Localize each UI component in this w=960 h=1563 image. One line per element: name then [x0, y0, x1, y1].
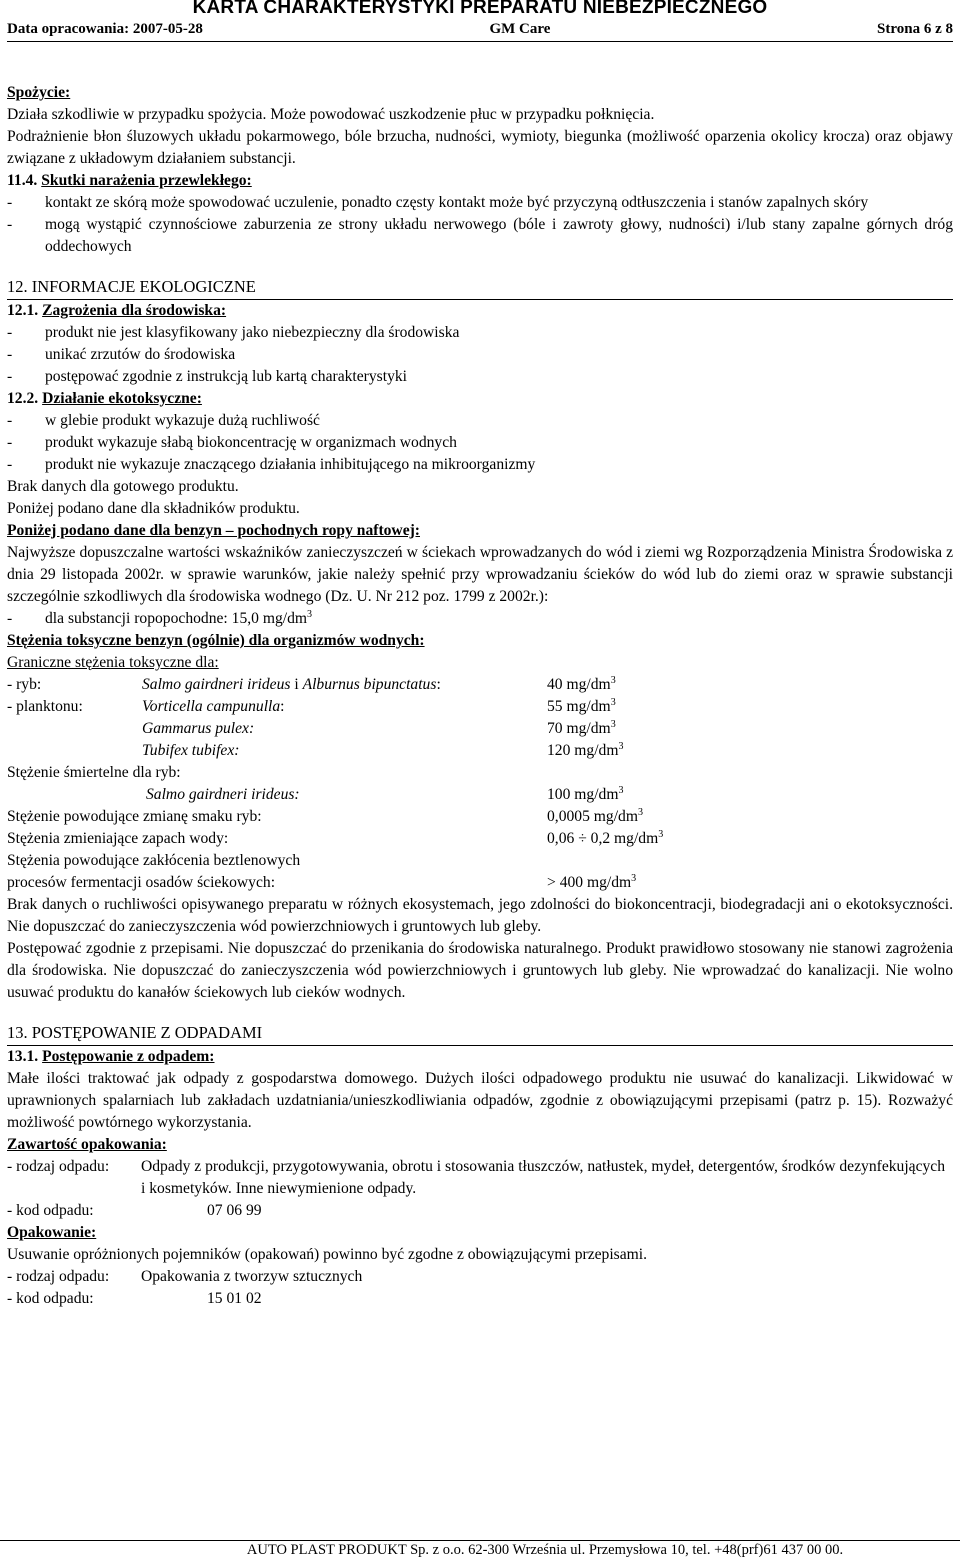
tox-species: Vorticella campunulla:	[142, 698, 285, 715]
kv-value: Odpady z produkcji, przygotowywania, obrotu i stosowania tłuszczów, natłustek, mydeł, detergentów, środków dezynfekujących i kosmetyków. Inne niewymienione odpady.	[141, 1158, 946, 1197]
no-data-text: Brak danych dla gotowego produktu.	[7, 478, 239, 495]
section-number: 11.4.	[7, 172, 38, 189]
document-title: KARTA CHARAKTERYSTYKI PREPARATU NIEBEZPIECZNEGO	[192, 0, 768, 18]
list-item-text: kontakt ze skórą może spowodować uczulenie, ponadto częsty kontakt może być przyczyną odtłuszczenia i stanów zapalnych skóry	[45, 194, 869, 211]
spozycie-paragraph-2: Podrażnienie błon śluzowych układu pokarmowego, bóle brzucha, nudności, wymioty, biegunka (możliwość oparzenia okolicy krocza) oraz objawy związane z układowym działaniem substancji.	[7, 128, 953, 167]
bullet: -	[7, 456, 13, 473]
ecology-final-paragraph-2: Postępować zgodnie z przepisami. Nie dopuszczać do przenikania do środowiska naturalnego. Produkt prawidłowo stosowany nie stanowi zagrożenia dla środowiska. Nie dopuszczać do zanieczyszczenia wód powierzchniowych i gruntowych lub gleby. Nie wprowadzać do kanalizacji. Nie wolno usuwać produktu do kanałów ściekowych lub cieków wodnych.	[7, 940, 953, 1001]
bullet: -	[7, 194, 13, 211]
spozycie-heading: Spożycie:	[7, 84, 71, 101]
section-11-4-heading	[7, 170, 953, 192]
packaging-heading: Opakowanie:	[7, 1224, 97, 1241]
components-text: Poniżej podano dane dla składników produktu.	[7, 500, 300, 517]
anaerobic-row	[7, 872, 953, 894]
kv-label: - kod odpadu:	[7, 1202, 94, 1219]
kv-value: 07 06 99	[207, 1202, 262, 1219]
bullet: -	[7, 412, 13, 429]
superscript: 3	[610, 719, 616, 730]
limit-heading: Graniczne stężenia toksyczne dla:	[7, 654, 219, 671]
tox-value	[547, 784, 953, 806]
bullet: -	[7, 324, 13, 341]
section-number: 12.2.	[7, 390, 39, 407]
superscript: 3	[637, 807, 643, 818]
value-text: 120 mg/dm	[547, 742, 619, 759]
list-item	[7, 322, 953, 344]
lethal-row	[7, 784, 953, 806]
lethal-label: Stężenie śmiertelne dla ryb:	[7, 764, 181, 781]
list-item	[7, 432, 953, 454]
bullet: -	[7, 346, 13, 363]
kv-value: 15 01 02	[207, 1290, 262, 1307]
value-text: > 400 mg/dm	[547, 874, 632, 891]
tox-value	[547, 740, 953, 762]
contents-code-row	[7, 1200, 953, 1222]
footer-text: AUTO PLAST PRODUKT Sp. z o.o. 62-300 Września ul. Przemysłowa 10, tel. +48(prf)61 437 00 00.	[246, 1542, 844, 1558]
tox-value	[547, 718, 953, 740]
section-title: Skutki narażenia przewlekłego:	[41, 172, 252, 189]
tox-species: Tubifex tubifex:	[142, 742, 240, 759]
section-13-title: 13. POSTĘPOWANIE Z ODPADAMI	[7, 1022, 953, 1046]
kv-label: - rodzaj odpadu:	[7, 1268, 110, 1285]
packaging-code-row	[7, 1288, 953, 1310]
contents-type-row	[7, 1156, 953, 1200]
tox-species: Salmo gairdneri irideus i Alburnus bipunctatus:	[142, 676, 441, 693]
section-title: Zagrożenia dla środowiska:	[42, 302, 227, 319]
ecology-final-paragraph-1: Brak danych o ruchliwości opisywanego preparatu w różnych ekosystemach, jego zdolności do biokoncentracji, biodegradacji ani o ekotoksyczności. Nie dopuszczać do zanieczyszczenia wód powierzchniowych i gruntowych lub gleby.	[7, 896, 953, 935]
anaerobic-label-1: Stężenia powodujące zakłócenia beztlenowych	[7, 852, 301, 869]
list-item	[7, 344, 953, 366]
section-number: 12.1.	[7, 302, 39, 319]
list-item-text: produkt wykazuje słabą biokoncentrację w organizmach wodnych	[45, 434, 457, 451]
section-13-1-heading	[7, 1046, 953, 1068]
list-item-text: produkt nie jest klasyfikowany jako niebezpieczny dla środowiska	[45, 324, 460, 341]
superscript: 3	[658, 829, 664, 840]
tox-species: Salmo gairdneri irideus:	[146, 786, 300, 803]
document-page	[7, 0, 953, 1310]
header-date: Data opracowania: 2007-05-28	[7, 21, 203, 37]
section-number: 13.1.	[7, 1048, 39, 1065]
list-item	[7, 366, 953, 388]
tox-label: - ryb:	[7, 676, 42, 693]
conjunction: i	[290, 676, 303, 693]
smell-row	[7, 828, 953, 850]
section-title: Postępowanie z odpadem:	[42, 1048, 215, 1065]
species-name: Alburnus bipunctatus	[302, 676, 437, 693]
value-text: 100 mg/dm	[547, 786, 619, 803]
list-item-text: mogą wystąpić czynnościowe zaburzenia ze strony układu nerwowego (bóle i zawroty głowy, nudności) i/lub stany zapalne górnych dróg oddechowych	[45, 216, 953, 255]
page-footer	[0, 1540, 960, 1559]
value-text: 55 mg/dm	[547, 698, 611, 715]
packaging-type-row	[7, 1266, 953, 1288]
kv-label: - kod odpadu:	[7, 1290, 94, 1307]
benzyn-heading: Poniżej podano dane dla benzyn – pochodnych ropy naftowej:	[7, 522, 420, 539]
packaging-text: Usuwanie opróżnionych pojemników (opakowań) powinno być zgodne z obowiązującymi przepisami.	[7, 1246, 648, 1263]
value-text: 40 mg/dm	[547, 676, 611, 693]
section-12-1-heading	[7, 300, 953, 322]
list-item	[7, 608, 953, 630]
bullet: -	[7, 434, 13, 451]
tox-label: Stężenie powodujące zmianę smaku ryb:	[7, 808, 262, 825]
list-item-text: postępować zgodnie z instrukcją lub kartą charakterystyki	[45, 368, 407, 385]
header-product: GM Care	[489, 21, 551, 37]
waste-text: Małe ilości traktować jak odpady z gospodarstwa domowego. Dużych ilości odpadowego produktu nie usuwać do kanalizacji. Likwidować w uprawnionych spalarniach lub zakładach uzdatniania/unieszkodliwiania odpadów, zgodnie z obowiązującymi przepisami (patrz p. 15). Rozważyć możliwość powtórnego wykorzystania.	[7, 1070, 953, 1131]
superscript: 3	[610, 697, 616, 708]
section-title: Działanie ekotoksyczne:	[42, 390, 202, 407]
tox-label: - planktonu:	[7, 698, 83, 715]
superscript: 3	[610, 675, 616, 686]
list-item	[7, 192, 953, 214]
tox-label: procesów fermentacji osadów ściekowych:	[7, 874, 276, 891]
superscript: 3	[307, 609, 313, 620]
species-name: Salmo gairdneri irideus	[142, 676, 291, 693]
list-item	[7, 454, 953, 476]
bullet: -	[7, 368, 13, 385]
section-12-2-heading	[7, 388, 953, 410]
tox-value	[547, 872, 953, 894]
list-item-text: unikać zrzutów do środowiska	[45, 346, 236, 363]
list-item-text: produkt nie wykazuje znaczącego działania inhibitującego na mikroorganizmy	[45, 456, 536, 473]
spozycie-paragraph-1: Działa szkodliwie w przypadku spożycia. Może powodować uszkodzenie płuc w przypadku połknięcia.	[7, 106, 655, 123]
benzyn-text: Najwyższe dopuszczalne wartości wskaźników zanieczyszczeń w ściekach wprowadzanych do wód i ziemi wg Rozporządzenia Ministra Środowiska z dnia 29 listopada 2002r. w sprawie warunków, jakie należy spełnić przy wprowadzaniu ścieków do wód lub do ziemi oraz w sprawie substancji szczególnie szkodliwych dla środowiska wodnego (Dz. U. Nr 212 poz. 1799 z 2002r.):	[7, 544, 953, 605]
list-item-text	[45, 608, 312, 630]
kv-label: - rodzaj odpadu:	[7, 1158, 110, 1175]
list-item	[7, 214, 953, 258]
benzyn-item-text: dla substancji ropopochodne: 15,0 mg/dm	[45, 610, 308, 627]
list-item-text: w glebie produkt wykazuje dużą ruchliwość	[45, 412, 320, 429]
tox-value	[547, 828, 953, 850]
superscript: 3	[618, 785, 624, 796]
section-12-title: 12. INFORMACJE EKOLOGICZNE	[7, 276, 953, 300]
toxicity-table	[7, 674, 953, 762]
tox-value	[547, 696, 953, 718]
list-item	[7, 410, 953, 432]
value-text: 0,06 ÷ 0,2 mg/dm	[547, 830, 659, 847]
header-page-number: Strona 6 z 8	[877, 21, 953, 37]
contents-heading: Zawartość opakowania:	[7, 1136, 167, 1153]
tox-label: Stężenia zmieniające zapach wody:	[7, 830, 229, 847]
kv-value: Opakowania z tworzyw sztucznych	[141, 1268, 363, 1285]
tox-value	[547, 806, 953, 828]
tox-heading: Stężenia toksyczne benzyn (ogólnie) dla organizmów wodnych:	[7, 632, 425, 649]
bullet: -	[7, 610, 13, 627]
superscript: 3	[631, 873, 637, 884]
superscript: 3	[618, 741, 624, 752]
taste-row	[7, 806, 953, 828]
header-row	[7, 20, 953, 38]
bullet: -	[7, 216, 13, 233]
value-text: 0,0005 mg/dm	[547, 808, 638, 825]
tox-value	[547, 674, 953, 696]
value-text: 70 mg/dm	[547, 720, 611, 737]
tox-species: Gammarus pulex:	[142, 720, 255, 737]
species-name: Vorticella campunulla	[142, 698, 281, 715]
